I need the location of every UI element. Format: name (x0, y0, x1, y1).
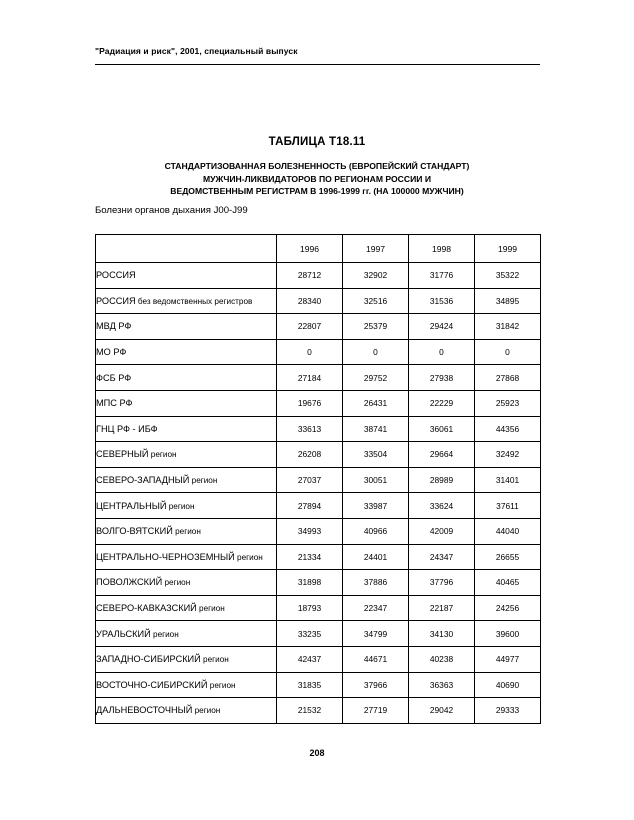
table-cell-value: 32492 (475, 442, 541, 468)
table-cell-value: 22229 (409, 390, 475, 416)
table-cell-value: 22347 (343, 595, 409, 621)
row-label-main: МВД РФ (96, 321, 132, 332)
table-row (96, 595, 541, 621)
table-cell-value: 40690 (475, 672, 541, 698)
table-row (96, 672, 541, 698)
table-row (96, 390, 541, 416)
table-cell-value: 38741 (343, 416, 409, 442)
row-label (96, 288, 277, 314)
table-row (96, 442, 541, 468)
data-table (95, 234, 541, 724)
subtitle-line-3: ВЕДОМСТВЕННЫМ РЕГИСТРАМ В 1996-1999 гг. (НА 100000 МУЖЧИН) (170, 186, 464, 197)
table-cell-value: 44356 (475, 416, 541, 442)
page-title: ТАБЛИЦА Т18.11 (268, 136, 366, 148)
table-row (96, 646, 541, 672)
table-cell-value: 29424 (409, 314, 475, 340)
table-cell-value: 39600 (475, 621, 541, 647)
table-row (96, 288, 541, 314)
table-row (96, 365, 541, 391)
table-row (96, 621, 541, 647)
row-label (96, 390, 277, 416)
table-row (96, 339, 541, 365)
row-label-suffix: регион (172, 527, 201, 537)
row-label (96, 339, 277, 365)
table-cell-value: 40465 (475, 570, 541, 596)
table-cell-value: 22807 (277, 314, 343, 340)
row-label-main: ЗАПАДНО-СИБИРСКИЙ (96, 654, 201, 665)
row-label-main: ЦЕНТРАЛЬНЫЙ (96, 500, 167, 511)
row-label-main: РОССИЯ (96, 270, 136, 281)
table-cell-value: 31776 (409, 263, 475, 289)
table-cell-value: 37966 (343, 672, 409, 698)
row-label-main: ВОЛГО-ВЯТСКИЙ (96, 526, 173, 537)
table-cell-value: 34895 (475, 288, 541, 314)
column-header-1998: 1998 (409, 235, 475, 263)
table-cell-value: 37796 (409, 570, 475, 596)
table-cell-value: 21334 (277, 544, 343, 570)
table-cell-value: 18793 (277, 595, 343, 621)
row-label-main: УРАЛЬСКИЙ (96, 628, 151, 639)
row-label (96, 621, 277, 647)
table-cell-value: 42009 (409, 518, 475, 544)
table-cell-value: 29664 (409, 442, 475, 468)
table-cell-value: 35322 (475, 263, 541, 289)
row-label-suffix: регион (162, 578, 191, 588)
column-header-1996: 1996 (277, 235, 343, 263)
table-cell-value: 29752 (343, 365, 409, 391)
table-cell-value: 24347 (409, 544, 475, 570)
table-cell-value: 33235 (277, 621, 343, 647)
table-cell-value: 25923 (475, 390, 541, 416)
row-label-suffix: регион (148, 450, 177, 460)
table-cell-value: 28340 (277, 288, 343, 314)
table-cell-value: 31536 (409, 288, 475, 314)
table-cell-value: 0 (475, 339, 541, 365)
row-label-main: СЕВЕРО-КАВКАЗСКИЙ (96, 603, 197, 614)
table-row (96, 416, 541, 442)
row-label-suffix: регион (189, 476, 218, 486)
table-cell-value: 19676 (277, 390, 343, 416)
table-cell-value: 42437 (277, 646, 343, 672)
row-label (96, 672, 277, 698)
table-cell-value: 36363 (409, 672, 475, 698)
table-cell-value: 27719 (343, 698, 409, 724)
row-label (96, 263, 277, 289)
table-cell-value: 44040 (475, 518, 541, 544)
table-cell-value: 26655 (475, 544, 541, 570)
table-cell-value: 37886 (343, 570, 409, 596)
column-header-1997: 1997 (343, 235, 409, 263)
row-label-main: СЕВЕРО-ЗАПАДНЫЙ (96, 475, 190, 486)
table-cell-value: 40966 (343, 518, 409, 544)
table-cell-value: 37611 (475, 493, 541, 519)
table-cell-value: 33504 (343, 442, 409, 468)
table-row (96, 570, 541, 596)
table-cell-value: 34993 (277, 518, 343, 544)
table-cell-value: 34130 (409, 621, 475, 647)
row-label (96, 595, 277, 621)
table-cell-value: 29333 (475, 698, 541, 724)
table-cell-value: 40238 (409, 646, 475, 672)
row-label (96, 442, 277, 468)
row-label-main: ВОСТОЧНО-СИБИРСКИЙ (96, 679, 208, 690)
table-cell-value: 26431 (343, 390, 409, 416)
table-cell-value: 33987 (343, 493, 409, 519)
table-cell-value: 44671 (343, 646, 409, 672)
row-label-suffix: регион (196, 604, 225, 614)
table-cell-value: 36061 (409, 416, 475, 442)
row-label (96, 365, 277, 391)
table-header-row (96, 235, 541, 263)
table-cell-value: 32902 (343, 263, 409, 289)
table-subtitle (0, 160, 634, 198)
table-cell-value: 0 (409, 339, 475, 365)
row-label (96, 314, 277, 340)
table-cell-value: 27938 (409, 365, 475, 391)
row-label (96, 493, 277, 519)
row-label (96, 518, 277, 544)
row-label-suffix: регион (234, 552, 263, 562)
row-label-main: ФСБ РФ (96, 372, 132, 383)
table-cell-value: 31898 (277, 570, 343, 596)
table-cell-value: 31835 (277, 672, 343, 698)
table-cell-value: 24401 (343, 544, 409, 570)
table-cell-value: 34799 (343, 621, 409, 647)
table-row (96, 263, 541, 289)
row-label-main: ЦЕНТРАЛЬНО-ЧЕРНОЗЕМНЫЙ (96, 551, 235, 562)
row-label (96, 570, 277, 596)
table-cell-value: 29042 (409, 698, 475, 724)
table-cell-value: 32516 (343, 288, 409, 314)
table-cell-value: 25379 (343, 314, 409, 340)
table-cell-value: 0 (277, 339, 343, 365)
row-label-main: МПС РФ (96, 398, 133, 409)
table-row (96, 518, 541, 544)
row-label-suffix: регион (166, 501, 195, 511)
table-cell-value: 0 (343, 339, 409, 365)
row-label-suffix: регион (150, 629, 179, 639)
table-cell-value: 24256 (475, 595, 541, 621)
row-label-main: ДАЛЬНЕВОСТОЧНЫЙ (96, 705, 193, 716)
table-cell-value: 27868 (475, 365, 541, 391)
table-cell-value: 27037 (277, 467, 343, 493)
row-label-suffix: регион (207, 680, 236, 690)
row-label-main: СЕВЕРНЫЙ (96, 449, 149, 460)
table-row (96, 544, 541, 570)
row-label-suffix: без ведомственных регистров (135, 296, 253, 306)
running-head: "Радиация и риск", 2001, специальный выпуск (95, 46, 298, 56)
table-row (96, 314, 541, 340)
row-label (96, 416, 277, 442)
row-label (96, 646, 277, 672)
table-cell-value: 30051 (343, 467, 409, 493)
table-row (96, 698, 541, 724)
table-cell-value: 28989 (409, 467, 475, 493)
row-label-main: РОССИЯ (96, 295, 136, 306)
table-cell-value: 31842 (475, 314, 541, 340)
table-row (96, 493, 541, 519)
header-divider (95, 64, 540, 65)
table-cell-value: 21532 (277, 698, 343, 724)
table-cell-value: 22187 (409, 595, 475, 621)
row-label-suffix: регион (192, 706, 221, 716)
table-cell-value: 31401 (475, 467, 541, 493)
subtitle-line-2: МУЖЧИН-ЛИКВИДАТОРОВ ПО РЕГИОНАМ РОССИИ И (202, 173, 432, 184)
table-cell-value: 27184 (277, 365, 343, 391)
table-cell-value: 33613 (277, 416, 343, 442)
table-cell-value: 26208 (277, 442, 343, 468)
column-header-label (96, 235, 277, 263)
column-header-1999: 1999 (475, 235, 541, 263)
row-label-main: МО РФ (96, 347, 127, 358)
subtitle-line-1: СТАНДАРТИЗОВАННАЯ БОЛЕЗНЕННОСТЬ (ЕВРОПЕЙСКИЙ СТАНДАРТ) (164, 161, 470, 171)
table-row (96, 467, 541, 493)
row-label (96, 467, 277, 493)
table-cell-value: 27894 (277, 493, 343, 519)
page-number: 208 (309, 748, 325, 758)
table-cell-value: 33624 (409, 493, 475, 519)
row-label-suffix: регион (200, 655, 229, 665)
row-label (96, 544, 277, 570)
section-label: Болезни органов дыхания J00-J99 (95, 205, 248, 216)
row-label (96, 698, 277, 724)
row-label-main: ГНЦ РФ - ИБФ (96, 423, 158, 434)
table-cell-value: 28712 (277, 263, 343, 289)
table-cell-value: 44977 (475, 646, 541, 672)
row-label-main: ПОВОЛЖСКИЙ (96, 577, 163, 588)
